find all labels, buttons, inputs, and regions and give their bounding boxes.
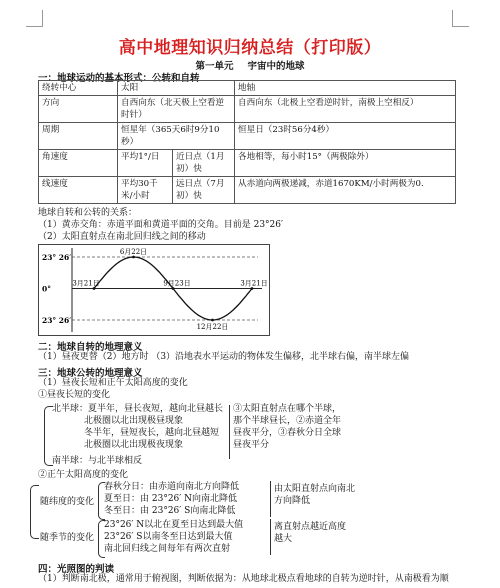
relation-heading: 地球自转和公转的关系： [38, 208, 138, 218]
table-cell: 周期 [39, 123, 118, 150]
section-heading: 二：地球自转的地理意义 [38, 342, 143, 353]
data-point [251, 287, 254, 290]
section-heading: 一：地球运动的基本形式：公转和自转 [38, 73, 200, 84]
text-line: ②正午太阳高度的变化 [38, 470, 129, 480]
point-label: 3月21日 [72, 279, 100, 288]
table-cell: 平均1°/日 [118, 150, 173, 177]
section-heading: 三：地球公转的地理意义 [38, 368, 143, 379]
data-point [132, 256, 135, 259]
text-line: 由太阳直射点向南北 [274, 484, 356, 494]
text-line: 北极圈以北出现极夜现象 [84, 440, 184, 450]
sun-path-chart [38, 244, 270, 336]
table-cell: 恒星日（23时56分4秒） [235, 123, 456, 150]
crop-mark [26, 10, 43, 27]
section-heading: 四：光照图的判读 [38, 564, 115, 575]
point-label: 9月23日 [163, 279, 191, 288]
text-line: （1）昼夜长短和正午太阳高度的变化 [38, 378, 188, 388]
text-line: （1）判断南北极，通常用于俯视图，判断依据为：从地球北极点看地球的自转为逆时针，从南极看为顺 [38, 574, 449, 584]
table-row [39, 123, 456, 150]
divider [270, 481, 271, 517]
y-tick-label: 23° 26′ [42, 253, 72, 262]
text-line: ③太阳直射点在哪个半球， [233, 404, 342, 414]
divider [270, 519, 271, 555]
divider [229, 405, 230, 459]
point-label: 3月21日 [240, 279, 268, 288]
text-line: 23°26′ N以北在夏至日达到最大值 [104, 520, 244, 530]
text-line: 北极圈以北出现极昼现象 [84, 416, 184, 426]
season-label: 随季节的变化 [40, 533, 95, 543]
comparison-table [38, 80, 456, 204]
text-line: 北半球：夏半年，昼长夜短，越向北昼越长 [52, 404, 224, 414]
y-tick-label: 23° 26′ [42, 316, 72, 325]
text-line: （2）太阳直射点在南北回归线之间的移动 [38, 232, 206, 242]
text-line: 南半球：与北半球相反 [52, 456, 143, 466]
text-line: （1）黄赤交角：赤道平面和黄道平面的交角。目前是 23°26′ [38, 220, 284, 230]
unit-name: 宇宙中的地球 [247, 61, 305, 72]
data-point [93, 287, 96, 290]
text-line: 昼夜平分，③春秋分日全球 [233, 428, 342, 438]
text-line: 春秋分日：由赤道向南北方向降低 [104, 482, 240, 492]
table-cell: 恒星年（365天6时9分10秒） [118, 123, 235, 150]
table-cell: 自西向东（北极上空看逆时针，南极上空相反） [235, 96, 456, 123]
table-cell: 自西向东（北天极上空看逆时针） [118, 96, 235, 123]
text-line: 方向降低 [274, 496, 311, 506]
latitude-label: 随纬度的变化 [40, 497, 95, 507]
text-line: 冬半年，昼短夜长，越向北昼越短 [84, 428, 220, 438]
text-line: 昼夜平分 [233, 440, 270, 450]
table-row [39, 150, 456, 177]
point-label: 12月22日 [196, 323, 229, 331]
text-line: ①昼夜长短的变化 [38, 390, 111, 400]
crop-mark [452, 10, 469, 27]
table-cell: 平均30千米/小时 [118, 177, 173, 204]
table-cell: 从赤道向两极递减，赤道1670KM/小时两极为0. [235, 177, 456, 204]
data-point [172, 287, 175, 290]
text-line: 离直射点越近高度 [274, 522, 347, 532]
table-cell: 近日点（1月初）快 [173, 150, 235, 177]
table-cell: 各地相等，每小时15°（两极除外） [235, 150, 456, 177]
text-line: 夏至日：由 23°26′ N向南北降低 [104, 494, 238, 504]
table-cell: 绕转中心 [39, 81, 118, 96]
table-row [39, 81, 456, 96]
bracket [30, 485, 39, 539]
text-line: 23°26′ S以南冬至日达到最大值 [104, 532, 233, 542]
text-line: 冬至日：由 23°26′ S向南北降低 [104, 506, 236, 516]
text-line: （1）昼夜更替（2）地方时 （3）沿地表水平运动的物体发生偏移，北半球右偏，南半球左偏 [38, 352, 410, 362]
table-row [39, 96, 456, 123]
table-cell: 方向 [39, 96, 118, 123]
table-cell: 地轴 [235, 81, 456, 96]
unit-number: 第一单元 [195, 61, 234, 72]
table-cell: 远日点（7月初）快 [173, 177, 235, 204]
page-title: 高中地理知识归纳总结（打印版） [118, 38, 382, 58]
text-line: 那个半球昼长，②赤道全年 [233, 416, 342, 426]
text-line: 南北回归线之间每年有两次直射 [104, 544, 231, 554]
y-tick-label: 0° [42, 284, 51, 294]
text-line: 越大 [274, 534, 293, 544]
chart-frame [39, 245, 270, 336]
table-row [39, 177, 456, 204]
table-cell: 线速度 [39, 177, 118, 204]
table-cell: 太阳 [118, 81, 235, 96]
point-label: 6月22日 [119, 248, 148, 256]
data-point [211, 319, 214, 322]
table-cell: 角速度 [39, 150, 118, 177]
